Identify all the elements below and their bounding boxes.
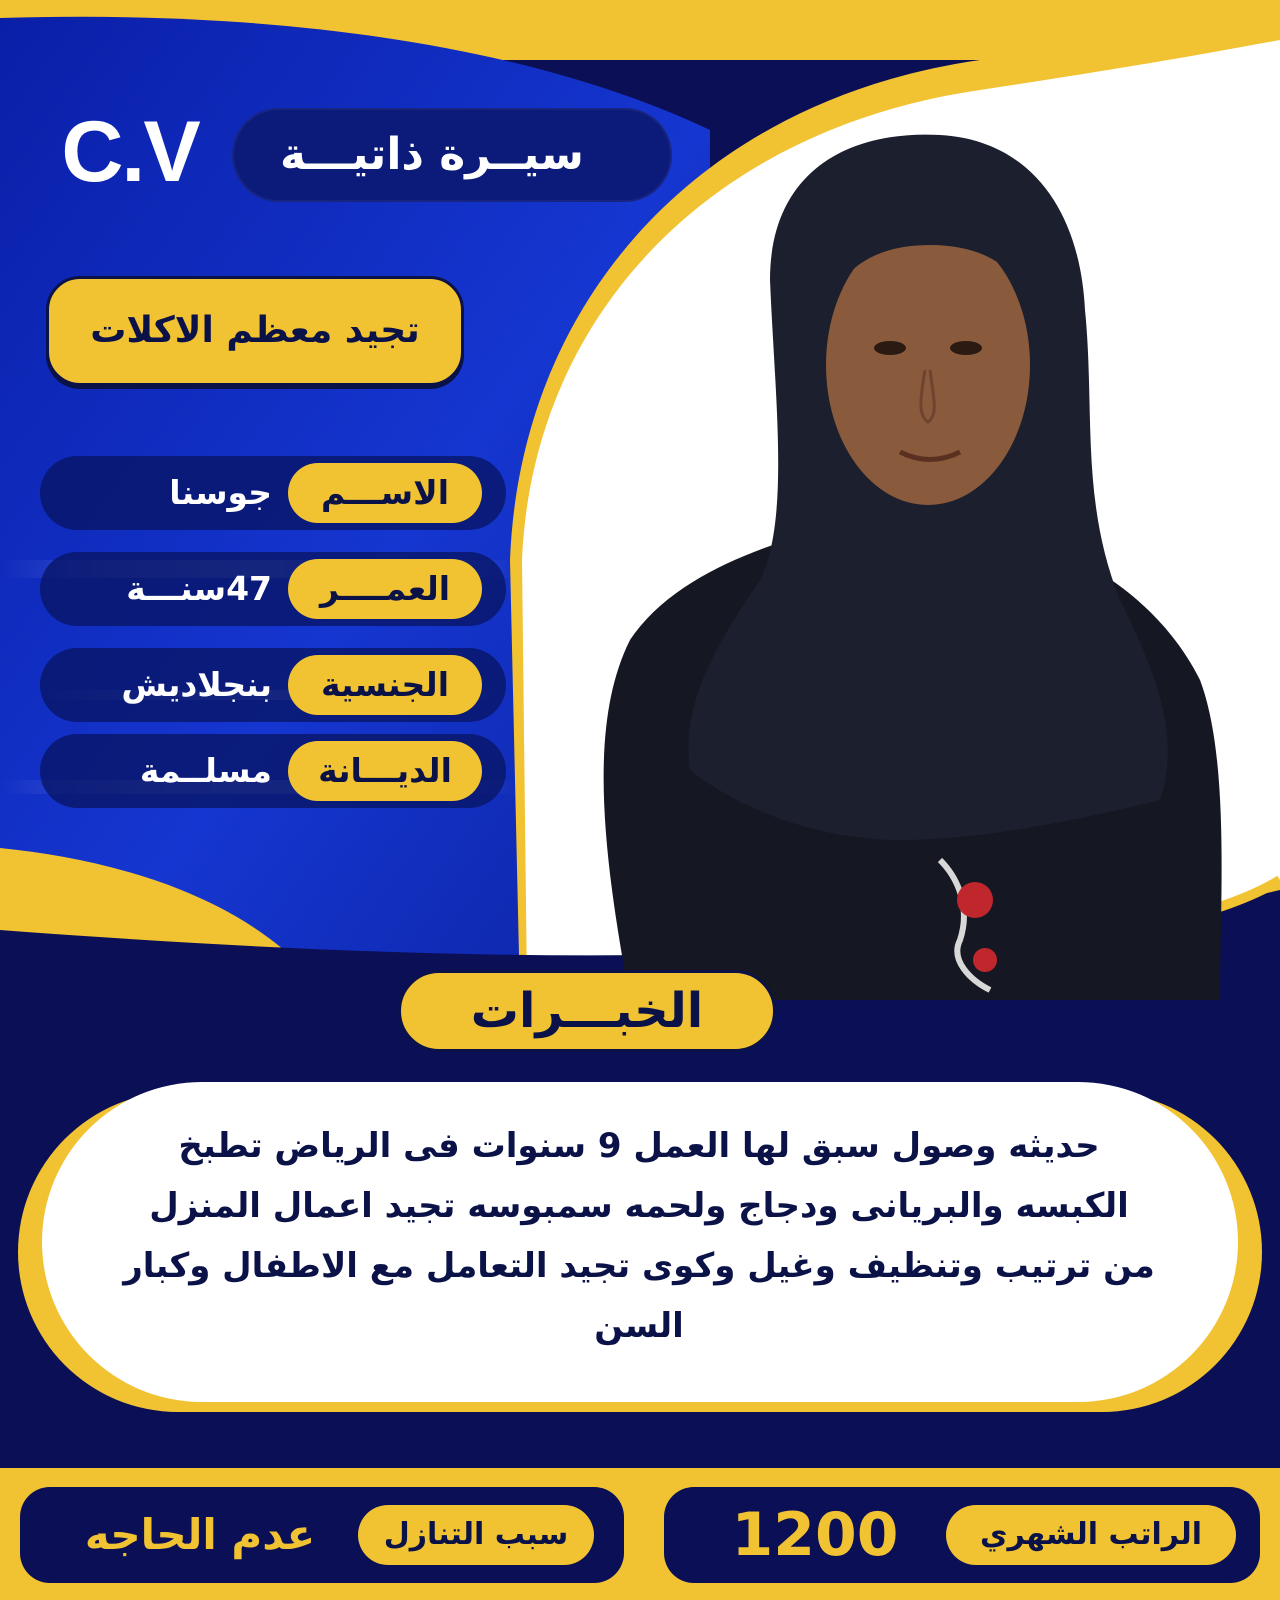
info-value-nationality: بنجلاديش — [121, 665, 272, 704]
info-value-age: 47سنـــة — [126, 569, 272, 608]
worker-photo — [520, 80, 1280, 1000]
experience-heading: الخبـــرات — [398, 970, 776, 1052]
experience-text — [84, 1116, 1194, 1376]
skill-badge: تجيد معظم الاكلات — [46, 276, 464, 386]
info-value-name: جوسنا — [169, 473, 272, 512]
info-label-religion: الديـــانة — [288, 741, 482, 801]
experience-line-2: الكبسه والبريانى ودجاج ولحمه سمبوسه تجيد اعمال المنزل — [149, 1186, 1129, 1226]
experience-line-4: السن — [594, 1306, 684, 1346]
experience-line-1: حديثه وصول سبق لها العمل 9 سنوات فى الرياض تطبخ — [178, 1126, 1100, 1166]
cv-label: C.V — [61, 104, 199, 200]
page-title: سيــرة ذاتيـــة — [280, 129, 584, 180]
person-figure — [520, 80, 1280, 1000]
salary-value: 1200 — [731, 1500, 899, 1570]
reason-label: سبب التنازل — [358, 1505, 594, 1565]
experience-line-3: من ترتيب وتنظيف وغيل وكوى تجيد التعامل مع الاطفال وكبار — [123, 1246, 1155, 1286]
info-label-nationality: الجنسية — [288, 655, 482, 715]
info-value-religion: مسلــمة — [139, 751, 272, 790]
salary-label: الراتب الشهري — [946, 1505, 1236, 1565]
reason-value: عدم الحاجه — [84, 1510, 316, 1559]
info-label-name: الاســـم — [288, 463, 482, 523]
info-label-age: العمــــر — [288, 559, 482, 619]
